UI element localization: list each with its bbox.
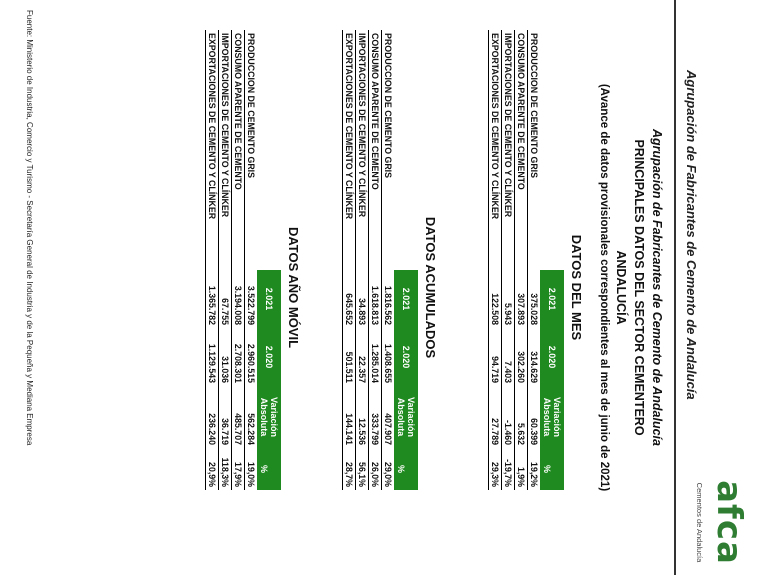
value-2021: 307.893: [515, 270, 528, 328]
header-2021: 2.021: [540, 270, 564, 328]
table-row: [502, 30, 515, 490]
value-percent: 1,9%: [515, 448, 528, 490]
header-percent: [540, 448, 564, 490]
row-label: IMPORTACIONES DE CEMENTO Y CLÍNKER: [219, 30, 232, 270]
value-2021: 1.816.562: [382, 270, 395, 328]
table-row: [528, 30, 541, 490]
value-2021: 122.508: [489, 270, 502, 328]
value-2021: 1.365.782: [206, 270, 219, 328]
header-2020: 2.020: [540, 328, 564, 386]
value-absolute: 144.141: [343, 386, 356, 448]
row-label: EXPORTACIONES DE CEMENTO Y CLÍNKER: [343, 30, 356, 270]
table-row: [219, 30, 232, 490]
report-title: PRINCIPALES DATOS DEL SECTOR CEMENTERO: [632, 139, 646, 436]
table-row: [232, 30, 245, 490]
header-variation: Variación: [406, 396, 416, 438]
row-label: EXPORTACIONES DE CEMENTO Y CLÍNKER: [489, 30, 502, 270]
value-percent: 20,9%: [206, 448, 219, 490]
value-percent: 29,0%: [382, 448, 395, 490]
header-2020: 2.020: [257, 328, 281, 386]
row-label: EXPORTACIONES DE CEMENTO Y CLÍNKER: [206, 30, 219, 270]
header-percent-label: %: [542, 464, 552, 473]
row-label: CONSUMO APARENTE DE CEMENTO: [369, 30, 382, 270]
table-row: [369, 30, 382, 490]
row-label: IMPORTACIONES DE CEMENTO Y CLÍNKER: [356, 30, 369, 270]
header-absolute: Absoluta: [396, 397, 406, 437]
header-absolute: Absoluta: [259, 397, 269, 437]
header-2020: 2.020: [394, 328, 418, 386]
row-label: CONSUMO APARENTE DE CEMENTO: [232, 30, 245, 270]
value-percent: -19,7%: [502, 448, 515, 490]
value-percent: 28,7%: [343, 448, 356, 490]
value-absolute: 333.799: [369, 386, 382, 448]
logo-text: afca: [709, 480, 749, 565]
report-region: ANDALUCÍA: [614, 250, 628, 325]
value-2020: 1.285.014: [369, 328, 382, 386]
report-subtitle: Agrupación de Fabricantes de Cemento de Andalucía: [650, 129, 664, 446]
value-absolute: 27.789: [489, 386, 502, 448]
value-absolute: 36.719: [219, 386, 232, 448]
table-row: [206, 30, 219, 490]
value-absolute: -1.460: [502, 386, 515, 448]
value-percent: 19,2%: [528, 448, 541, 490]
value-2020: 1.129.543: [206, 328, 219, 386]
value-2020: 501.511: [343, 328, 356, 386]
table-row: [356, 30, 369, 490]
header-variation: Variación: [552, 396, 562, 438]
report-note: (Avance de datos provisionales correspondientes al mes de junio de 2021): [598, 83, 610, 492]
table-row: [245, 30, 258, 490]
value-2020: 2.960.515: [245, 328, 258, 386]
table-mes: [488, 30, 564, 490]
header-blank: [540, 30, 564, 270]
value-absolute: 562.284: [245, 386, 258, 448]
header-2021: 2.021: [257, 270, 281, 328]
value-2021: 1.618.813: [369, 270, 382, 328]
value-2020: 2.708.301: [232, 328, 245, 386]
header-variation: Variación: [269, 396, 279, 438]
value-2021: 34.893: [356, 270, 369, 328]
value-2021: 3.522.799: [245, 270, 258, 328]
value-percent: 29,3%: [489, 448, 502, 490]
table-movil: [205, 30, 281, 490]
value-percent: 19,0%: [245, 448, 258, 490]
row-label: PRODUCCION DE CEMENTO GRIS: [528, 30, 541, 270]
table-row: [343, 30, 356, 490]
source-note: Fuente: Ministerio de Industria, Comercio y Turismo - Secretaría General de Industria y de la Pequeña y Mediana Empresa: [25, 10, 34, 446]
header-percent-label: %: [259, 464, 269, 473]
table-acumulados: [342, 30, 418, 490]
value-2021: 5.943: [502, 270, 515, 328]
value-absolute: 12.536: [356, 386, 369, 448]
value-2020: 22.357: [356, 328, 369, 386]
row-label: CONSUMO APARENTE DE CEMENTO: [515, 30, 528, 270]
value-2021: 67.755: [219, 270, 232, 328]
table-row: [515, 30, 528, 490]
value-2021: 3.194.008: [232, 270, 245, 328]
value-percent: 17,9%: [232, 448, 245, 490]
row-label: PRODUCCION DE CEMENTO GRIS: [245, 30, 258, 270]
header-percent: [394, 448, 418, 490]
value-percent: 118,3%: [219, 448, 232, 490]
row-label: IMPORTACIONES DE CEMENTO Y CLÍNKER: [502, 30, 515, 270]
value-2020: 94.719: [489, 328, 502, 386]
section-title-acumulados: DATOS ACUMULADOS: [423, 216, 438, 359]
value-2020: 1.408.655: [382, 328, 395, 386]
value-absolute: 5.632: [515, 386, 528, 448]
value-percent: 26,0%: [369, 448, 382, 490]
header-percent-label: %: [396, 464, 406, 473]
value-2020: 314.629: [528, 328, 541, 386]
value-absolute: 60.399: [528, 386, 541, 448]
logo-subtitle: Cementos de Andalucía: [695, 482, 704, 563]
header-blank: [257, 30, 281, 270]
table-row: [489, 30, 502, 490]
value-2020: 302.260: [515, 328, 528, 386]
section-title-mes: DATOS DEL MES: [569, 234, 584, 341]
header-percent: [257, 448, 281, 490]
header-absolute: Absoluta: [542, 397, 552, 437]
header-title: Agrupación de Fabricantes de Cemento de Andalucía: [684, 70, 699, 400]
value-percent: 56,1%: [356, 448, 369, 490]
table-row: [382, 30, 395, 490]
afca-logo: [678, 470, 748, 575]
row-label: PRODUCCION DE CEMENTO GRIS: [382, 30, 395, 270]
header-2021: 2.021: [394, 270, 418, 328]
value-2020: 7.403: [502, 328, 515, 386]
header-blank: [394, 30, 418, 270]
value-absolute: 485.707: [232, 386, 245, 448]
section-title-movil: DATOS AÑO MÓVIL: [286, 226, 301, 349]
value-2020: 31.036: [219, 328, 232, 386]
value-2021: 375.028: [528, 270, 541, 328]
header-variation-absolute: [394, 386, 418, 448]
value-2021: 645.652: [343, 270, 356, 328]
value-absolute: 236.240: [206, 386, 219, 448]
header-divider: [674, 0, 676, 575]
header-variation-absolute: [540, 386, 564, 448]
value-absolute: 407.907: [382, 386, 395, 448]
header-variation-absolute: [257, 386, 281, 448]
